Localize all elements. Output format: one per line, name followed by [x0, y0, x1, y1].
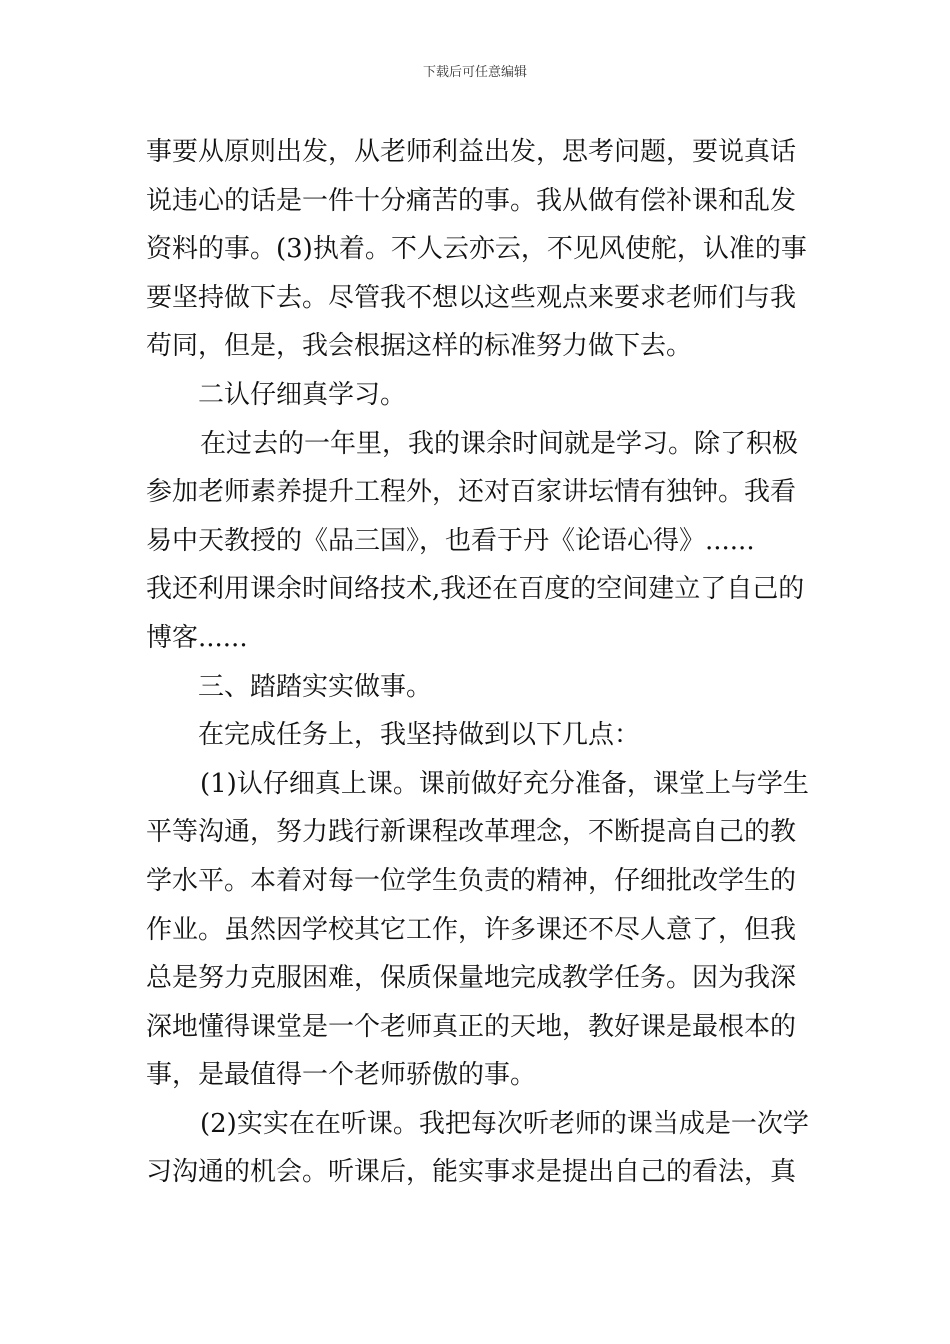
text-line-14: (1)认仔细真上课。课前做好充分准备，课堂上与学生: [200, 768, 809, 799]
text-line-19: 深地懂得课堂是一个老师真正的天地，教好课是最根本的: [146, 1011, 797, 1042]
page-header-note: 下载后可任意编辑: [422, 65, 527, 80]
section-heading-3: 三、踏踏实实做事。: [198, 671, 433, 702]
text-line-16: 学水平。本着对每一位学生负责的精神，仔细批改学生的: [146, 865, 797, 896]
text-line-2: 说违心的话是一件十分痛苦的事。我从做有偿补课和乱发: [146, 185, 797, 216]
text-line-5: 苟同，但是，我会根据这样的标准努力做下去。: [146, 331, 693, 362]
text-line-21: (2)实实在在听课。我把每次听老师的课当成是一次学: [200, 1108, 809, 1139]
text-line-3: 资料的事。(3)执着。不人云亦云，不见风使舵，认准的事: [146, 234, 807, 265]
text-line-18: 总是努力克服困难，保质保量地完成教学任务。因为我深: [146, 963, 797, 994]
text-line-15: 平等沟通，努力践行新课程改革理念，不断提高自己的教: [146, 817, 797, 848]
text-line-13: 在完成任务上，我坚持做到以下几点：: [198, 720, 641, 751]
document-body: [146, 128, 811, 1197]
text-line-9: 易中天教授的《品三国》，也看于丹《论语心得》......: [146, 525, 755, 556]
text-line-22: 习沟通的机会。听课后，能实事求是提出自己的看法，真: [146, 1157, 797, 1188]
text-line-4: 要坚持做下去。尽管我不想以这些观点来要求老师们与我: [146, 282, 797, 313]
section-heading-2: 二认仔细真学习。: [198, 379, 407, 410]
text-line-1: 事要从原则出发，从老师利益出发，思考问题，要说真话: [146, 137, 797, 167]
text-line-17: 作业。虽然因学校其它工作，许多课还不尽人意了，但我: [146, 914, 797, 945]
text-line-10: 我还利用课余时间络技术,我还在百度的空间建立了自己的: [146, 574, 805, 605]
text-line-11: 博客......: [146, 622, 248, 653]
text-line-8: 参加老师素养提升工程外，还对百家讲坛情有独钟。我看: [146, 477, 797, 508]
text-line-7: 在过去的一年里，我的课余时间就是学习。除了积极: [200, 428, 799, 459]
text-line-20: 事，是最值得一个老师骄傲的事。: [146, 1060, 537, 1091]
